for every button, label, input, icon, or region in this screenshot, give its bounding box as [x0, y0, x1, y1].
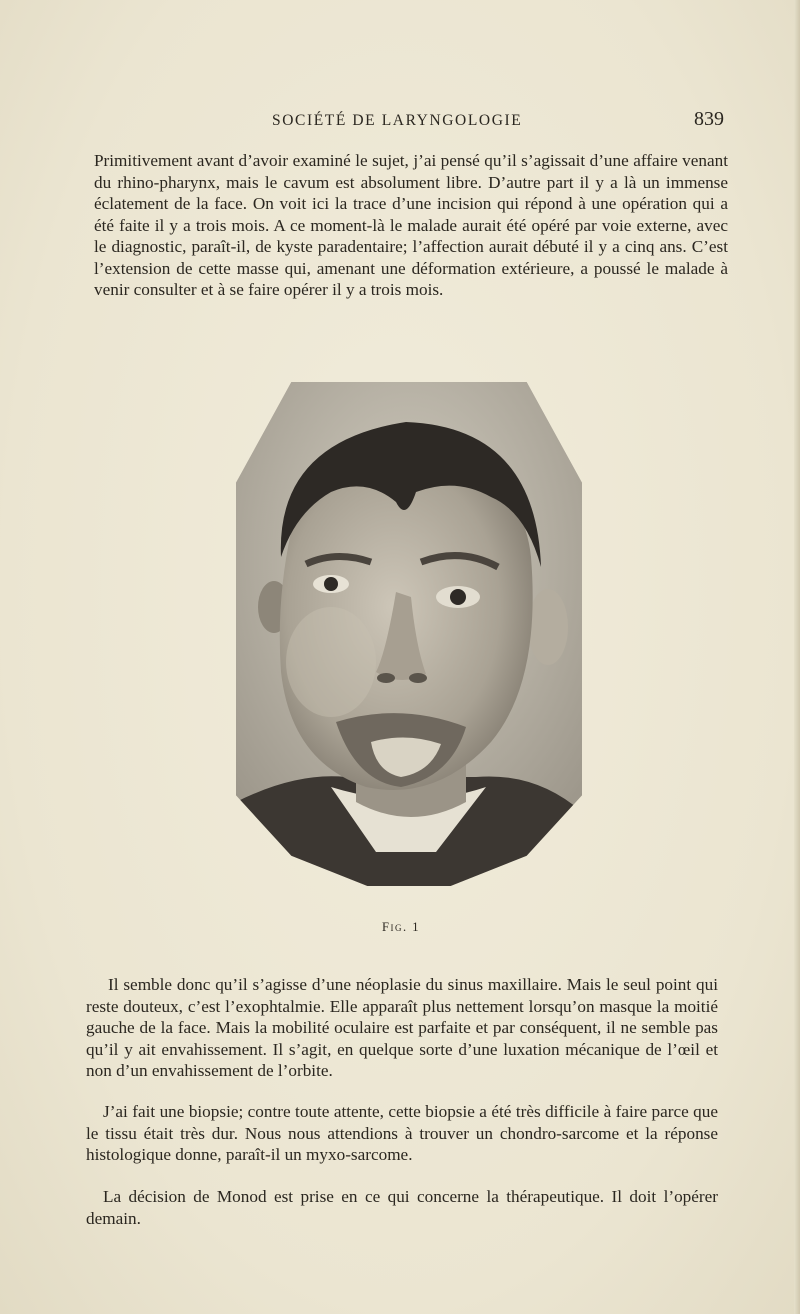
- patient-photograph: [236, 382, 582, 886]
- page-number: 839: [694, 108, 724, 130]
- running-head: [0, 108, 800, 138]
- patient-portrait-image: [236, 382, 582, 886]
- paragraph-1: Primitivement avant d’avoir examiné le sujet, j’ai pensé qu’il s’agissait d’une affaire venant du rhino-pharynx, mais le cavum est absolument libre. D’autre part il y a là un immense éclatement de la face. On voit ici la trace d’une incision qui répond à une opération qui a été faite il y a trois mois. A ce moment-là le malade aurait été opéré par voie externe, avec le diagnostic, paraît-il, de kyste paradentaire; l’affection aurait débuté il y a cinq ans. C’est l’extension de cette masse qui, amenant une déformation extérieure, a poussé le malade à venir consulter et à se faire opérer il y a trois mois.: [94, 151, 728, 299]
- paragraph-3: J’ai fait une biopsie; contre toute attente, cette biopsie a été très difficile à faire parce que le tissu était très dur. Nous nous attendions à trouver un chondro-sarcome et la réponse histologique donne, paraît-il un myxo-sarcome.: [86, 1102, 718, 1164]
- paragraph-4: La décision de Monod est prise en ce qui concerne la thérapeutique. Il doit l’opérer demain.: [86, 1187, 718, 1228]
- paragraph-2: Il semble donc qu’il s’agisse d’une néoplasie du sinus maxillaire. Mais le seul point qui reste douteux, c’est l’exophtalmie. Elle apparaît plus nettement lorsqu’on masque la moitié gauche de la face. Mais la mobilité oculaire est parfaite et par conséquent, il ne semble pas qu’il y ait envahissement. Il s’agit, en quelque sorte d’une luxation mécanique de l’œil et non d’un envahissement de l’orbite.: [86, 975, 718, 1080]
- page-edge: [794, 0, 800, 1314]
- running-title: SOCIÉTÉ DE LARYNGOLOGIE: [272, 112, 523, 129]
- figure-caption: Fig. 1: [382, 920, 420, 934]
